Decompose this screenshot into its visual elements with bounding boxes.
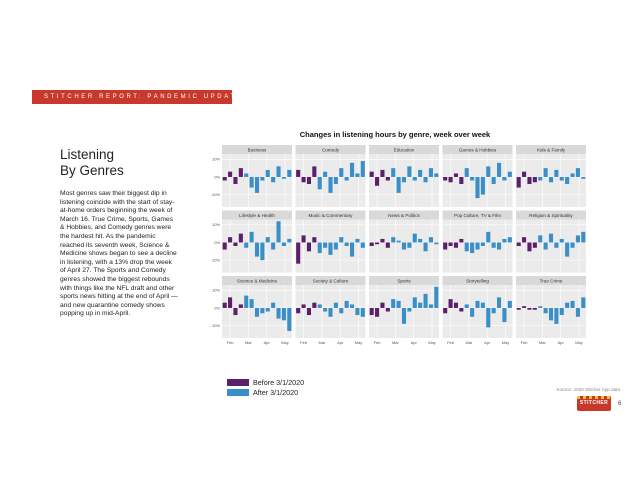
facet-label-religion-spirituality: Religion & Spirituality: [529, 213, 573, 219]
bar: [486, 308, 490, 327]
bar: [443, 177, 447, 181]
facet-panel-storytelling: [443, 285, 513, 338]
x-tick-label: Feb: [226, 340, 234, 345]
bar: [223, 303, 227, 308]
bar: [443, 308, 447, 313]
bar: [538, 306, 542, 308]
bar: [250, 232, 254, 243]
bar: [581, 177, 585, 179]
x-tick-label: Feb: [447, 340, 455, 345]
bar: [380, 303, 384, 308]
bar: [549, 177, 553, 182]
bar: [413, 234, 417, 243]
chart-title: Changes in listening hours by genre, week over week: [299, 130, 491, 139]
bar: [260, 308, 264, 313]
bar: [497, 297, 501, 308]
facet-label-kids-family: Kids & Family: [536, 147, 566, 153]
bar: [475, 242, 479, 249]
bar: [287, 170, 291, 177]
bar: [302, 304, 306, 308]
bar: [475, 177, 479, 198]
bar: [239, 234, 243, 243]
bar: [260, 177, 264, 181]
section-heading: [60, 147, 124, 179]
x-tick-label: Apr: [410, 340, 417, 345]
bar: [470, 242, 474, 253]
bar: [544, 242, 548, 249]
bar: [508, 301, 512, 308]
bar: [443, 242, 447, 249]
facet-label-lifestyle-health: Lifestyle & Health: [239, 213, 275, 219]
bar: [459, 308, 463, 312]
facet-label-pop-culture-tv-film: Pop Culture, TV & Film: [454, 213, 501, 219]
bar: [459, 177, 463, 184]
bar: [260, 242, 264, 260]
bar: [375, 308, 379, 317]
bar: [560, 177, 564, 181]
bar: [255, 308, 259, 317]
x-tick-label: Mar: [538, 340, 546, 345]
bar: [538, 177, 542, 181]
y-tick-label: -10%: [210, 323, 220, 329]
bar: [296, 242, 300, 263]
bar: [386, 242, 390, 247]
legend-item-before: [227, 377, 304, 387]
bar: [554, 242, 558, 247]
bar: [497, 163, 501, 177]
bar: [312, 303, 316, 308]
x-tick-label: Apr: [484, 340, 491, 345]
body-paragraph: Most genres saw their biggest dip in listening coincide with the start of stay-at-home orders beginning the week of March 16. True Crime, Sports, Games & Hobbies, and Comedy genres were the hardest hit. As the pandemic reached its seventh week, Science & Medicine shows began to see a decline in listening, with a 13% drop the week of April 27. The Sports and Comedy genres showed the biggest rebounds with things like the NFL draft and other sports news hitting at the end of April — and new quarantine comedy shows popping up in mid-April.: [60, 190, 178, 318]
bar: [282, 242, 286, 246]
bar: [271, 177, 275, 182]
x-tick-label: Mar: [465, 340, 473, 345]
bar: [522, 172, 526, 177]
bar: [459, 239, 463, 243]
bar: [576, 308, 580, 317]
y-tick-label: -10%: [210, 192, 220, 198]
bar: [560, 239, 564, 243]
bar: [475, 301, 479, 308]
y-tick-label: 10%: [211, 222, 220, 228]
bar: [470, 177, 474, 181]
bar: [282, 308, 286, 320]
bar: [407, 308, 411, 312]
x-tick-label: Apr: [337, 340, 344, 345]
bar: [228, 297, 232, 308]
bar: [434, 173, 438, 177]
bar: [345, 177, 349, 181]
x-tick-label: Mar: [244, 340, 252, 345]
bar: [312, 166, 316, 177]
bar: [533, 177, 537, 182]
bar: [323, 308, 327, 312]
bar: [465, 304, 469, 308]
facet-label-science-medicine: Science & Medicine: [236, 278, 278, 284]
bar: [407, 242, 411, 247]
bar: [570, 301, 574, 308]
bar: [549, 234, 553, 243]
bar: [361, 242, 365, 247]
bar: [497, 242, 501, 249]
bar: [423, 294, 427, 308]
bar: [527, 242, 531, 251]
bar: [380, 170, 384, 177]
y-tick-label: 10%: [211, 156, 220, 162]
bar: [339, 237, 343, 242]
bar: [502, 177, 506, 181]
bar: [544, 168, 548, 177]
bar: [228, 237, 232, 242]
facet-label-news-politics: News & Politics: [388, 213, 420, 219]
bar: [318, 177, 322, 189]
source-note: Source: 2020 Stitcher App data: [556, 387, 620, 392]
bar: [250, 177, 254, 188]
bar: [361, 308, 365, 317]
bar: [339, 168, 343, 177]
bar: [250, 299, 254, 308]
bar: [370, 242, 374, 246]
bar: [276, 166, 280, 177]
bar: [570, 173, 574, 177]
bar: [307, 177, 311, 184]
x-tick-label: Mar: [318, 340, 326, 345]
facet-label-storytelling: Storytelling: [466, 278, 489, 284]
bar: [429, 304, 433, 308]
bar: [328, 177, 332, 193]
x-tick-label: Apr: [557, 340, 564, 345]
x-tick-label: Mar: [391, 340, 399, 345]
bar: [502, 239, 506, 243]
bar: [544, 308, 548, 313]
bar: [312, 237, 316, 242]
bar: [391, 168, 395, 177]
bar: [276, 308, 280, 319]
bar: [334, 177, 338, 184]
bar: [508, 237, 512, 242]
bar: [423, 242, 427, 251]
bar: [397, 301, 401, 308]
bar: [434, 242, 438, 244]
bar: [350, 242, 354, 256]
y-tick-label: 0%: [214, 239, 220, 245]
bar: [454, 242, 458, 247]
bar: [533, 308, 537, 310]
bar: [565, 177, 569, 184]
bar: [375, 177, 379, 186]
bar: [492, 242, 496, 247]
bar: [560, 308, 564, 315]
bar: [486, 232, 490, 243]
y-tick-label: 10%: [211, 287, 220, 293]
facet-label-society-culture: Society & Culture: [312, 278, 349, 284]
bar: [233, 308, 237, 315]
bar: [266, 237, 270, 242]
bar: [517, 177, 521, 188]
bar: [533, 242, 537, 247]
bar: [527, 177, 531, 184]
bar: [449, 177, 453, 182]
bar: [271, 303, 275, 308]
x-tick-label: May: [354, 340, 363, 345]
bar: [345, 301, 349, 308]
bar: [345, 242, 349, 246]
x-tick-label: May: [428, 340, 436, 345]
x-tick-label: May: [575, 340, 583, 345]
bar: [355, 308, 359, 315]
bar: [223, 242, 227, 249]
bar: [282, 177, 286, 179]
bar: [481, 177, 485, 195]
legend: [227, 377, 304, 397]
bar: [407, 166, 411, 177]
facet-label-sports: Sports: [397, 278, 411, 284]
bar: [391, 299, 395, 308]
bar: [271, 242, 275, 249]
facet-chart: [200, 142, 590, 362]
bar: [576, 168, 580, 177]
bar: [413, 297, 417, 308]
bar: [454, 303, 458, 308]
bar: [307, 242, 311, 251]
facet-label-games-hobbies: Games & Hobbies: [458, 147, 497, 153]
bar: [554, 170, 558, 177]
facet-label-business: Business: [247, 147, 267, 153]
bar: [554, 308, 558, 324]
bar: [380, 239, 384, 243]
bar: [323, 242, 327, 247]
bar: [517, 308, 521, 310]
bar: [239, 304, 243, 308]
heading-line-1: Listening: [60, 147, 115, 162]
bar: [397, 241, 401, 243]
bar: [323, 172, 327, 177]
bar: [413, 177, 417, 181]
bar: [355, 173, 359, 177]
facet-label-education: Education: [393, 147, 415, 153]
bar: [492, 308, 496, 313]
bar: [565, 242, 569, 256]
bar: [361, 161, 365, 177]
page-number: 6: [618, 401, 622, 407]
x-tick-label: May: [501, 340, 510, 345]
y-tick-label: 0%: [214, 174, 220, 180]
facet-label-music-commentary: Music & Commentary: [308, 213, 353, 219]
legend-swatch-after: [227, 389, 249, 396]
bar: [318, 304, 322, 308]
bar: [350, 304, 354, 308]
bar: [334, 242, 338, 249]
bar: [470, 308, 474, 317]
bar: [570, 242, 574, 247]
bar: [423, 177, 427, 182]
x-tick-label: Apr: [263, 340, 270, 345]
stitcher-logo: STITCHER: [577, 396, 611, 411]
bar: [449, 242, 453, 246]
bar: [418, 239, 422, 243]
bar: [339, 308, 343, 313]
bar: [538, 235, 542, 242]
bar: [296, 170, 300, 177]
bar: [328, 242, 332, 254]
bar: [370, 172, 374, 177]
bar: [296, 308, 300, 313]
bar: [581, 297, 585, 308]
bar: [266, 170, 270, 177]
bar: [244, 173, 248, 177]
bar: [239, 168, 243, 177]
bar: [255, 242, 259, 256]
bar: [492, 177, 496, 184]
bar: [287, 308, 291, 331]
y-tick-label: 0%: [214, 305, 220, 311]
x-tick-label: May: [281, 340, 289, 345]
bar: [527, 308, 531, 310]
x-tick-label: Feb: [520, 340, 528, 345]
bar: [307, 308, 311, 315]
bar: [302, 177, 306, 182]
bar: [481, 303, 485, 308]
legend-label-before: Before 3/1/2020: [253, 377, 305, 387]
bar: [522, 306, 526, 308]
bar: [228, 172, 232, 177]
bar: [486, 166, 490, 177]
bar: [576, 235, 580, 242]
bar: [465, 168, 469, 177]
bar: [397, 177, 401, 193]
facet-panel-religion-spirituality: [516, 220, 586, 273]
bar: [508, 172, 512, 177]
bar: [334, 303, 338, 308]
bar: [287, 239, 291, 243]
bar: [402, 242, 406, 249]
bar: [386, 308, 390, 312]
bar: [429, 168, 433, 177]
bar: [255, 177, 259, 193]
bar: [276, 221, 280, 242]
bar: [454, 173, 458, 177]
bar: [233, 242, 237, 246]
bar: [522, 237, 526, 242]
bar: [318, 242, 322, 253]
bar: [549, 308, 553, 320]
legend-swatch-before: [227, 379, 249, 386]
bar: [375, 242, 379, 244]
bar: [581, 232, 585, 243]
x-tick-label: Feb: [373, 340, 381, 345]
bar: [328, 308, 332, 317]
bar: [302, 235, 306, 242]
bar: [481, 242, 485, 246]
legend-item-after: [227, 387, 304, 397]
legend-label-after: After 3/1/2020: [253, 387, 299, 397]
bar: [402, 177, 406, 182]
facet-label-comedy: Comedy: [321, 147, 340, 153]
bar: [418, 303, 422, 308]
bar: [386, 177, 390, 181]
bar: [449, 299, 453, 308]
heading-line-2: By Genres: [60, 163, 124, 178]
bar: [465, 242, 469, 251]
report-banner: STITCHER REPORT: PANDEMIC UPDATE: [32, 90, 232, 104]
bar: [370, 308, 374, 315]
bar: [355, 239, 359, 243]
x-tick-label: Feb: [300, 340, 308, 345]
bar: [244, 242, 248, 247]
bar: [244, 296, 248, 308]
bar: [418, 170, 422, 177]
facet-label-true-crime: True Crime: [539, 278, 563, 284]
bar: [517, 242, 521, 246]
bar: [266, 308, 270, 312]
logo-stripes-icon: [577, 396, 611, 399]
bar: [391, 237, 395, 242]
bar: [502, 308, 506, 322]
bar: [233, 177, 237, 184]
bar: [223, 177, 227, 181]
bar: [350, 163, 354, 177]
bar: [402, 308, 406, 324]
bar: [429, 237, 433, 242]
bar: [434, 287, 438, 308]
y-tick-label: -10%: [210, 257, 220, 263]
bar: [565, 303, 569, 308]
